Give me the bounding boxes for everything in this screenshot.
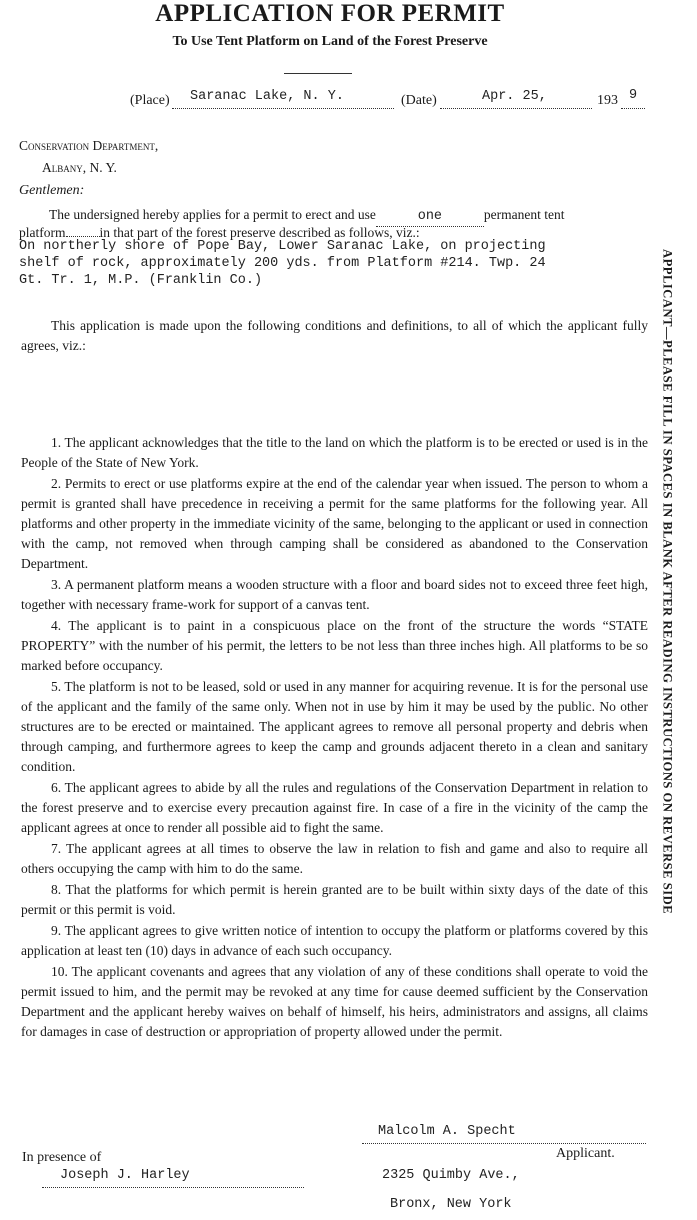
salutation: Gentlemen: xyxy=(19,183,85,198)
date-field[interactable]: Apr. 25, xyxy=(440,89,592,109)
location-description[interactable] xyxy=(19,238,546,289)
witness-label: In presence of xyxy=(22,1150,102,1165)
place-field[interactable]: Saranac Lake, N. Y. xyxy=(172,89,394,109)
year-prefix: 193 xyxy=(597,93,618,108)
intro-text-3: platform xyxy=(19,225,66,240)
addressee-department: Conservation Department, xyxy=(19,138,159,153)
location-line: Gt. Tr. 1, M.P. (Franklin Co.) xyxy=(19,273,263,288)
title-divider xyxy=(284,73,352,74)
conditions-list xyxy=(21,433,648,1043)
condition-item: 9. The applicant agrees to give written notice of intention to occupy the platform or platforms covered by this application at least ten (10) days in advance of each such occupancy. xyxy=(21,923,648,958)
side-instruction xyxy=(651,192,683,972)
condition-item: 2. Permits to erect or use platforms expire at the end of the calendar year when issued. The person to whom a permit is granted shall have precedence in receiving a permit for the same platforms for the following year. All platforms and other property in the immediate vicinity of the same, belonging to the applicant or used in connection with the camp, not removed when through camping shall be considered as abandoned to the Conservation Department. xyxy=(21,476,648,571)
condition-item: 1. The applicant acknowledges that the title to the land on which the platform is to be erected or used is in the People of the State of New York. xyxy=(21,435,648,470)
condition-item: 7. The applicant agrees at all times to observe the law in relation to fish and game and also to require all others occupying the camp with him to do the same. xyxy=(21,841,648,876)
date-label: (Date) xyxy=(401,93,437,108)
document-subtitle: To Use Tent Platform on Land of the Forest Preserve xyxy=(172,34,488,49)
place-label: (Place) xyxy=(130,93,170,108)
location-line: shelf of rock, approximately 200 yds. from Platform #214. Twp. 24 xyxy=(19,256,546,271)
intro-text-1: The undersigned hereby applies for a permit to erect and use xyxy=(49,207,376,222)
year-field[interactable]: 9 xyxy=(621,88,645,109)
address-line-1[interactable]: 2325 Quimby Ave., xyxy=(382,1168,520,1183)
condition-item: 6. The applicant agrees to abide by all the rules and regulations of the Conservation Department in relation to the forest preserve and to exercise every precaution against fire. In case of a fire in the vicinity of the camp the applicant agrees at once to render all possible aid to fight the same. xyxy=(21,780,648,835)
location-line: On northerly shore of Pope Bay, Lower Saranac Lake, on projecting xyxy=(19,239,546,254)
condition-item: 10. The applicant covenants and agrees that any violation of any of these conditions shall operate to void the permit issued to him, and the permit may be revoked at any time for cause deemed sufficient by the Conservation Department and the applicant hereby waives on behalf of himself, his heirs, administrators and assigns, all claims for damages in case of destruction or appropriation of property allowed under the permit. xyxy=(21,964,648,1039)
intro-text-2: permanent tent xyxy=(483,207,565,222)
intro-text-4: in that part of the forest preserve described as follows, viz.: xyxy=(99,225,420,240)
addressee-city: Albany, N. Y. xyxy=(42,160,117,175)
condition-item: 4. The applicant is to paint in a conspicuous place on the front of the structure the words “STATE PROPERTY” with the number of his permit, the letters to be not less than three inches high. All platforms to be so marked before occupancy. xyxy=(21,618,648,673)
applicant-signature-field[interactable]: Malcolm A. Specht xyxy=(362,1124,646,1144)
address-line-2[interactable]: Bronx, New York xyxy=(390,1197,512,1212)
condition-item: 5. The platform is not to be leased, sold or used in any manner for acquiring revenue. It is for the personal use of the applicant and the family of the same only. When not in use by him it may be used by the public. No other structures are to be erected or maintained. The applicant agrees to remove all personal property and debris when through camping, and furthermore agrees to keep the camp and grounds adjacent thereto in a clean and sanitary condition. xyxy=(21,679,648,774)
platform-blank[interactable] xyxy=(66,236,100,237)
applicant-label: Applicant. xyxy=(556,1146,615,1161)
condition-item: 8. That the platforms for which permit is herein granted are to be built within sixty days of the date of this permit or this permit is void. xyxy=(21,882,648,917)
condition-item: 3. A permanent platform means a wooden structure with a floor and board sides not to exceed three feet high, together with necessary frame-work for support of a canvas tent. xyxy=(21,577,648,612)
document-title: APPLICATION FOR PERMIT xyxy=(155,0,505,27)
platform-count-field[interactable]: one xyxy=(376,207,484,227)
conditions-intro: This application is made upon the following conditions and definitions, to all of which the applicant fully agrees, viz.: xyxy=(21,318,648,353)
side-instruction-text: APPLICANT—PLEASE FILL IN SPACES IN BLANK AFTER READING INSTRUCTIONS ON REVERSE SIDE xyxy=(660,249,675,915)
witness-field[interactable]: Joseph J. Harley xyxy=(42,1168,304,1188)
